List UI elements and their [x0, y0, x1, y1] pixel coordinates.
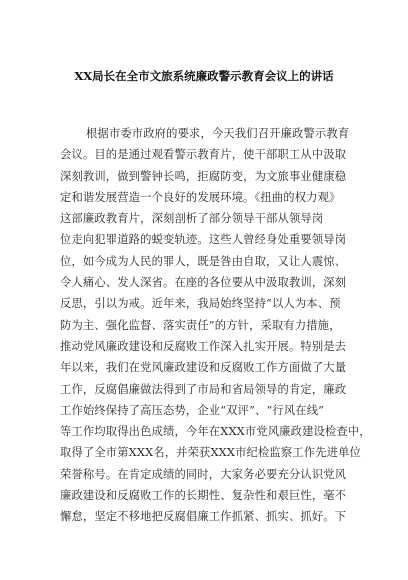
paragraph-line: 推动党风廉政建设和反腐败工作深入扎实开展。特别是去	[60, 339, 347, 353]
paragraph-line: 荣誉称号。在肯定成绩的同时，大家务必要充分认识党风	[60, 467, 347, 481]
paragraph-line: 深刻教训，做到警钟长鸣，拒腐防变，为文旅事业健康稳	[60, 169, 347, 183]
paragraph-line: 取得了全市第XXX名，并荣获XXX市纪检监察工作先进单位	[60, 446, 361, 460]
paragraph-line: 懈怠，坚定不移地把反腐倡廉工作抓紧、抓实、抓好。下	[60, 510, 347, 524]
paragraph-line: 位，如今成为人民的罪人，既是咎由自取，又让人震惊、	[60, 254, 347, 268]
document-title: XX局长在全市文旅系统廉政警示教育会议上的讲话	[74, 69, 334, 83]
paragraph-line: 防为主、强化监督、落实责任”的方针，采取有力措施，	[60, 318, 341, 332]
paragraph-line: 这部廉政教育片，深刻剖析了部分领导干部从领导岗	[60, 212, 324, 226]
paragraph-line: 定和谐发展营造一个良好的发展环境。《扭曲的权力观》	[60, 190, 341, 204]
paragraph-line: 廉政建设和反腐败工作的长期性、复杂性和艰巨性，毫不	[60, 489, 347, 503]
paragraph-line: 根据市委市政府的要求，今天我们召开廉政警示教育	[86, 127, 350, 140]
document-body	[60, 123, 371, 528]
paragraph-line: 反思，引以为戒。近年来，我局始终坚持“以人为本、预	[60, 297, 341, 311]
paragraph-line: 年以来，我们在党风廉政建设和反腐败工作方面做了大量	[60, 361, 347, 375]
paragraph-line: 会议。目的是通过观看警示教育片，使干部职工从中汲取	[60, 148, 347, 162]
paragraph-line: 工作始终保持了高压态势，企业“双评”、“行风在线”	[60, 403, 325, 417]
paragraph-line: 令人痛心、发人深省。在座的各位要从中汲取教训，深刻	[60, 276, 347, 290]
paragraph-line: 工作，反腐倡廉做法得到了市局和省局领导的肯定，廉政	[60, 382, 347, 396]
paragraph-line: 位走向犯罪道路的蜕变轨迹。这些人曾经身处重要领导岗	[60, 233, 347, 247]
paragraph-line: 等工作均取得出色成绩，今年在XXX市党风廉政建设检查中，	[60, 425, 371, 439]
